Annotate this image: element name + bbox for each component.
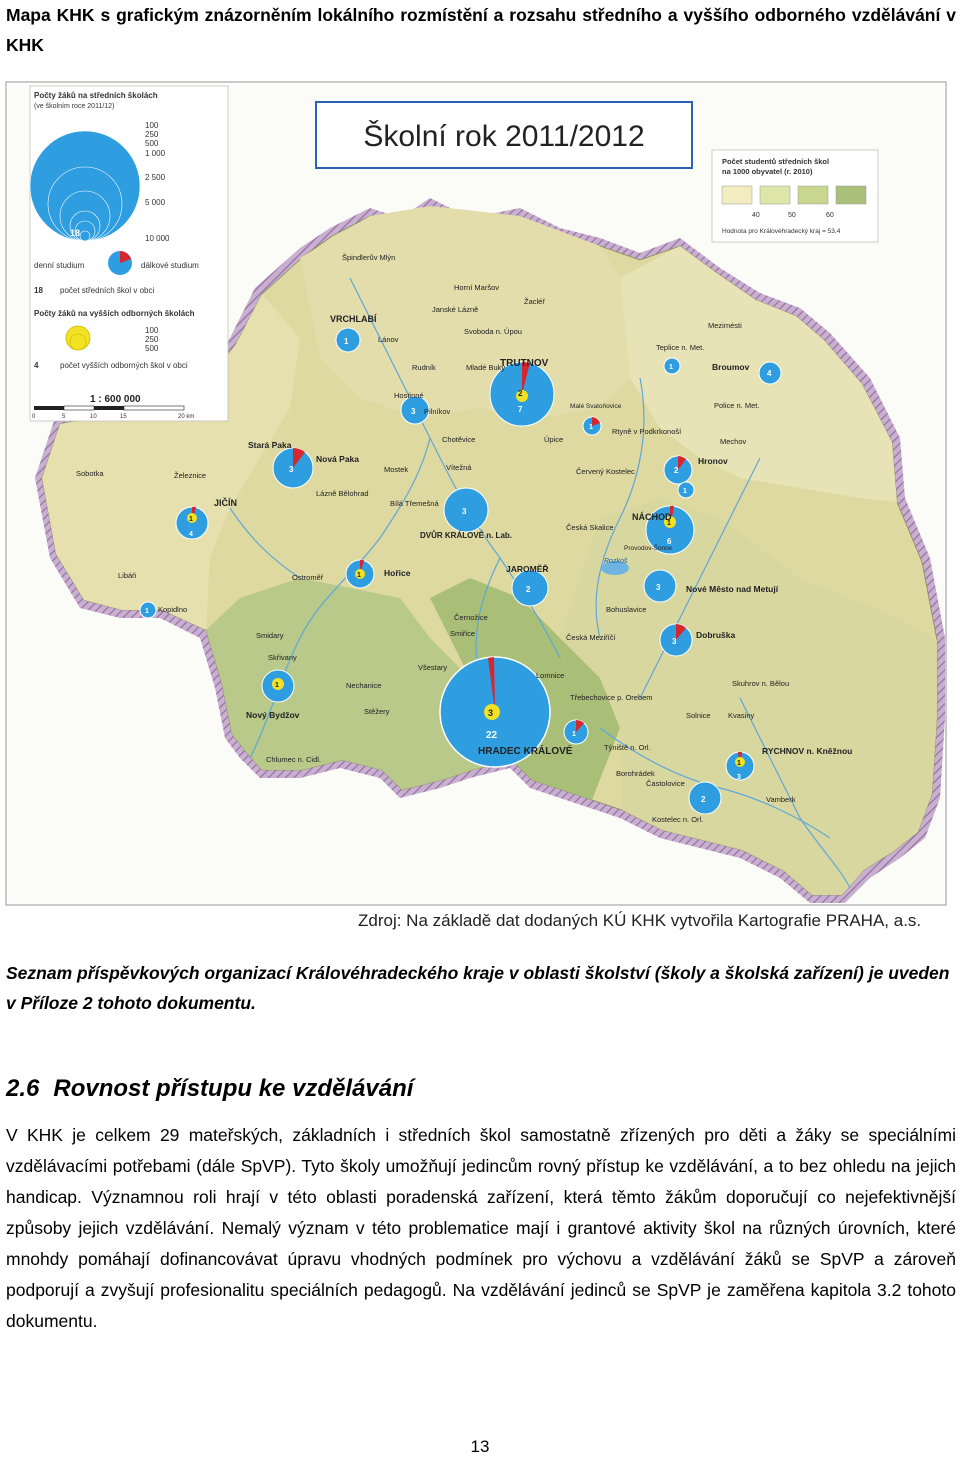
svg-text:Česká Skalice: Česká Skalice (566, 523, 614, 532)
svg-text:250: 250 (145, 130, 159, 139)
svg-text:3: 3 (462, 507, 467, 516)
svg-text:1: 1 (275, 682, 279, 689)
svg-text:JIČÍN: JIČÍN (214, 498, 238, 508)
svg-text:Červený Kostelec: Červený Kostelec (576, 467, 635, 476)
legend-vos-circle (66, 326, 90, 350)
svg-text:Vítežná: Vítežná (446, 463, 472, 472)
legend-right-note: Hodnota pro Královéhradecký kraj = 53,4 (722, 228, 841, 235)
circle-horice (346, 560, 374, 588)
svg-text:počet středních škol v obci: počet středních škol v obci (60, 286, 155, 295)
svg-text:Provodov-Šonov: Provodov-Šonov (624, 545, 673, 552)
svg-text:Česká Meziříčí: Česká Meziříčí (566, 633, 616, 642)
svg-text:Týniště n. Orl.: Týniště n. Orl. (604, 743, 651, 752)
svg-text:Police n. Met.: Police n. Met. (714, 401, 760, 410)
svg-text:7: 7 (518, 405, 523, 414)
svg-text:Mostek: Mostek (384, 465, 409, 474)
svg-text:Nová Paka: Nová Paka (316, 454, 359, 464)
circle-dvur-kralove (444, 488, 488, 532)
circle-nove-mesto (644, 570, 676, 602)
svg-text:Kostelec n. Orl.: Kostelec n. Orl. (652, 815, 704, 824)
svg-text:Lánov: Lánov (378, 335, 399, 344)
legend-right (712, 150, 878, 242)
legend-title-1-sub: (ve školním roce 2011/12) (34, 103, 115, 110)
svg-text:100: 100 (145, 326, 159, 335)
svg-text:Stěžery: Stěžery (364, 707, 390, 716)
circle-rychnov (726, 752, 754, 781)
svg-text:Žacléř: Žacléř (524, 297, 545, 306)
svg-text:1: 1 (737, 760, 741, 767)
svg-text:Skřivany: Skřivany (268, 653, 297, 662)
svg-text:Ostroměř: Ostroměř (292, 573, 324, 582)
svg-text:1: 1 (357, 572, 361, 579)
svg-text:Častolovice: Častolovice (646, 779, 685, 788)
svg-text:3: 3 (488, 708, 494, 718)
section-heading (6, 1075, 413, 1103)
svg-text:Janské Lázně: Janské Lázně (432, 305, 479, 314)
svg-text:Nechanice: Nechanice (346, 681, 382, 690)
circle-broumov (759, 362, 781, 384)
svg-text:Pilníkov: Pilníkov (424, 407, 451, 416)
svg-text:250: 250 (145, 335, 159, 344)
section-paragraph: V KHK je celkem 29 mateřských, základních i středních škol samostatně zřízených pro děti a žáky se speciálními vzdělávacími potřebami (dále SpVP). Tyto školy umožňují jedincům rovný přístup ke vzdělávání, a to bez ohledu na jejich handicap. Významnou roli hrají v této oblasti poradenská zařízení, která těmto žákům doporučují co nejefektivnější způsoby jejich vzdělávání. Nemalý význam v této problematice mají i grantové aktivity škol na různých úrovních, které mnohdy pomáhají dofinancovávat úpravu vhodných podmínek pro výchovu a vzdělávání žáků se SpVP a zároveň podporují a zvyšují profesionalitu speciálních pedagogů. Na vzdělávání jedinců se SpVP je zaměřena kapitola 3.2 tohoto dokumentu. (6, 1125, 956, 1331)
svg-text:Nový Bydžov: Nový Bydžov (246, 710, 300, 720)
svg-text:3: 3 (411, 407, 416, 416)
legend-right-title: Počet studentů středních škol na 1000 obyvatel (r. 2010) (722, 157, 830, 176)
svg-text:Všestary: Všestary (418, 663, 448, 672)
svg-text:Sobotka: Sobotka (76, 469, 104, 478)
svg-text:Hořice: Hořice (384, 568, 411, 578)
svg-text:Lomnice: Lomnice (536, 671, 565, 680)
svg-text:3: 3 (672, 637, 677, 646)
svg-text:HRADEC KRÁLOVÉ: HRADEC KRÁLOVÉ (478, 746, 573, 757)
svg-text:Smiřice: Smiřice (450, 629, 476, 638)
map-source-caption: Zdroj: Na základě dat dodaných KÚ KHK vytvořila Kartografie PRAHA, a.s. (358, 911, 922, 930)
svg-text:Kvasiny: Kvasiny (728, 711, 755, 720)
svg-text:Solnice: Solnice (686, 711, 711, 720)
section-title: Rovnost přístupu ke vzdělávání (53, 1075, 414, 1102)
svg-text:22: 22 (486, 730, 498, 741)
svg-text:Rtyně v Podkrkonoší: Rtyně v Podkrkonoší (612, 427, 682, 436)
svg-text:Horní Maršov: Horní Maršov (454, 283, 500, 292)
svg-text:1: 1 (344, 337, 349, 346)
school-year-label: Školní rok 2011/2012 (363, 120, 645, 153)
svg-text:Mladé Buky: Mladé Buky (466, 363, 506, 372)
svg-text:počet vyšších odborných škol v: počet vyšších odborných škol v obci (60, 361, 188, 370)
svg-text:2 500: 2 500 (145, 173, 166, 182)
svg-text:0: 0 (32, 414, 36, 420)
svg-text:Borohrádek: Borohrádek (616, 769, 655, 778)
svg-text:3: 3 (289, 465, 294, 474)
svg-text:50: 50 (788, 212, 796, 219)
svg-text:Nové Město nad Metují: Nové Město nad Metují (686, 584, 779, 594)
school-year-box (316, 102, 692, 168)
svg-text:2: 2 (526, 585, 531, 594)
circle-novy-bydzov (262, 670, 294, 702)
appendix-note: Seznam příspěvkových organizací Královéhradeckého kraje v oblasti školství (školy a školská zařízení) je uveden v Příloze 2 tohoto dokumentu. (6, 963, 950, 1013)
legend-size-circles (30, 131, 140, 241)
svg-text:Skuhrov n. Bělou: Skuhrov n. Bělou (732, 679, 790, 688)
svg-text:1: 1 (572, 731, 576, 738)
circle-cerveny-kostelec (678, 482, 694, 498)
svg-text:1: 1 (683, 488, 687, 495)
svg-text:Bílá Třemešná: Bílá Třemešná (390, 499, 439, 508)
svg-text:1 000: 1 000 (145, 149, 166, 158)
circle-stara-paka (273, 448, 313, 488)
svg-text:denní studium: denní studium (34, 261, 85, 270)
svg-text:3: 3 (737, 774, 741, 781)
circle-kopidlno (140, 602, 156, 618)
circle-male-svatonovice (583, 417, 601, 435)
svg-text:4: 4 (189, 531, 193, 538)
lake-label: Rozkoš (604, 558, 628, 565)
circle-jicin (176, 507, 208, 539)
svg-text:4: 4 (767, 369, 772, 378)
svg-text:Dobruška: Dobruška (696, 630, 736, 640)
svg-text:18: 18 (34, 286, 43, 295)
svg-text:Chotěvice: Chotěvice (442, 435, 476, 444)
legend-left (30, 86, 228, 421)
svg-text:1: 1 (667, 520, 671, 527)
svg-text:Černožice: Černožice (454, 613, 488, 622)
svg-text:Železnice: Železnice (174, 471, 207, 480)
circle-trebechovice (564, 720, 588, 744)
circle-kostelec (689, 782, 721, 814)
section-number: 2.6 (6, 1075, 40, 1102)
svg-text:20 km: 20 km (178, 414, 195, 420)
svg-text:Broumov: Broumov (712, 362, 750, 372)
svg-text:Mechov: Mechov (720, 437, 747, 446)
svg-text:3: 3 (656, 583, 661, 592)
circle-hronov (664, 456, 692, 484)
svg-text:Stará Paka: Stará Paka (248, 440, 292, 450)
svg-text:Bohuslavice: Bohuslavice (606, 605, 647, 614)
svg-text:Chlumec n. Cidl.: Chlumec n. Cidl. (266, 755, 322, 764)
svg-text:6: 6 (667, 537, 672, 546)
svg-text:60: 60 (826, 212, 834, 219)
svg-text:10: 10 (90, 414, 97, 420)
svg-text:Počty žáků na vyšších odbornýc: Počty žáků na vyšších odborných školách (34, 309, 195, 318)
svg-text:2: 2 (701, 795, 706, 804)
svg-text:1: 1 (589, 424, 593, 431)
svg-text:RYCHNOV n. Kněžnou: RYCHNOV n. Kněžnou (762, 746, 853, 756)
svg-text:1: 1 (669, 364, 673, 371)
svg-text:NÁCHOD: NÁCHOD (632, 512, 672, 522)
svg-text:4: 4 (34, 361, 39, 370)
circle-dobruska (660, 624, 692, 656)
svg-text:1: 1 (145, 608, 149, 615)
svg-text:VRCHLABÍ: VRCHLABÍ (330, 314, 377, 324)
svg-text:Úpice: Úpice (544, 435, 564, 444)
circle-vrchlabi (336, 328, 360, 352)
svg-text:1: 1 (189, 516, 193, 523)
svg-text:15: 15 (120, 414, 127, 420)
svg-text:Teplice n. Met.: Teplice n. Met. (656, 343, 705, 352)
svg-text:JAROMĚŘ: JAROMĚŘ (506, 564, 549, 574)
svg-text:DVŮR KRÁLOVÉ n. Lab.: DVŮR KRÁLOVÉ n. Lab. (420, 531, 513, 540)
svg-text:10 000: 10 000 (145, 234, 170, 243)
svg-text:Hronov: Hronov (698, 456, 728, 466)
map-figure (0, 78, 960, 908)
svg-text:100: 100 (145, 121, 159, 130)
svg-text:Lázně Bělohrad: Lázně Bělohrad (316, 489, 369, 498)
svg-text:dálkové studium: dálkové studium (141, 261, 199, 270)
svg-text:2: 2 (518, 389, 523, 398)
legend-title-1: Počty žáků na středních školách (34, 91, 158, 100)
svg-text:500: 500 (145, 139, 159, 148)
svg-text:5: 5 (62, 414, 66, 420)
svg-text:Mezimésti: Mezimésti (708, 321, 742, 330)
svg-text:TRUTNOV: TRUTNOV (500, 358, 549, 369)
map-scale-label: 1 : 600 000 (90, 394, 141, 405)
svg-text:18: 18 (70, 228, 81, 238)
svg-text:Malé Svatoňovice: Malé Svatoňovice (570, 403, 622, 410)
circle-teplice (664, 358, 680, 374)
svg-text:Libáň: Libáň (118, 571, 137, 580)
svg-text:Svoboda n. Úpou: Svoboda n. Úpou (464, 327, 522, 336)
svg-text:Vamberk: Vamberk (766, 795, 796, 804)
svg-text:2: 2 (674, 466, 679, 475)
circle-jaromer (512, 570, 548, 606)
svg-text:500: 500 (145, 344, 159, 353)
khk-school-map (0, 78, 960, 908)
svg-text:Rudník: Rudník (412, 363, 436, 372)
svg-text:Kopidlno: Kopidlno (158, 605, 188, 614)
svg-text:5 000: 5 000 (145, 198, 166, 207)
svg-text:Hostinné: Hostinné (394, 391, 424, 400)
page-heading: Mapa KHK s grafickým znázorněním lokálního rozmístění a rozsahu středního a vyššího odborného vzdělávání v KHK (6, 5, 956, 55)
svg-text:Špindlerův Mlýn: Špindlerův Mlýn (342, 253, 396, 262)
svg-text:40: 40 (752, 212, 760, 219)
svg-text:Smidary: Smidary (256, 631, 284, 640)
svg-text:Třebechovice p. Orebem: Třebechovice p. Orebem (570, 693, 653, 702)
page-number: 13 (470, 1437, 490, 1456)
